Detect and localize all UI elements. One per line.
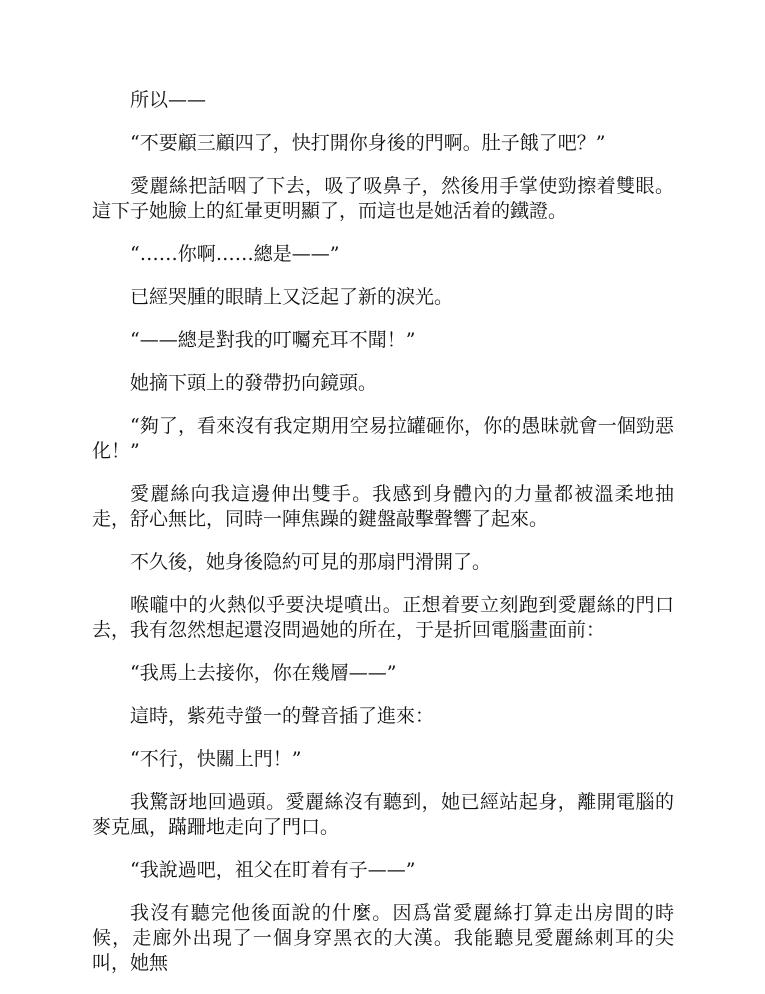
paragraph: “——總是對我的叮囑充耳不聞！” bbox=[130, 329, 416, 351]
paragraph: 所以—— bbox=[130, 89, 207, 111]
paragraph: 已經哭腫的眼睛上又泛起了新的淚光。 bbox=[130, 286, 454, 308]
paragraph: 我驚訝地回過頭。愛麗絲沒有聽到，她已經站起身，離開電腦的麥克風，蹣跚地走向了門口。 bbox=[92, 791, 674, 838]
paragraph: 愛麗絲把話咽了下去，吸了吸鼻子，然後用手掌使勁擦着雙眼。這下子她臉上的紅暈更明顯了，而這也是她活着的鐵證。 bbox=[92, 175, 674, 222]
paragraph: 她摘下頭上的發帶扔向鏡頭。 bbox=[130, 372, 378, 394]
paragraph: 喉嚨中的火熱似乎要決堤噴出。正想着要立刻跑到愛麗絲的門口去，我有忽然想起還沒問過她的所在，于是折回電腦畫面前： bbox=[92, 594, 674, 641]
paragraph: “夠了，看來沒有我定期用空易拉罐砸你，你的愚昧就會一個勁惡化！” bbox=[92, 415, 674, 462]
paragraph: 我沒有聽完他後面說的什麼。因爲當愛麗絲打算走出房間的時候，走廊外出現了一個身穿黑衣的大漢。我能聽見愛麗絲刺耳的尖叫，她無 bbox=[92, 902, 674, 974]
paragraph: 愛麗絲向我這邊伸出雙手。我感到身體內的力量都被溫柔地抽走，舒心無比，同時一陣焦躁的鍵盤敲擊聲響了起來。 bbox=[92, 483, 674, 530]
paragraph: 不久後，她身後隐約可見的那扇門滑開了。 bbox=[130, 551, 492, 573]
paragraph: 這時，紫苑寺螢一的聲音插了進來： bbox=[130, 705, 435, 727]
paragraph: “我說過吧，祖父在盯着有子——” bbox=[130, 859, 416, 881]
paragraph: “我馬上去接你，你在幾層——” bbox=[130, 662, 397, 684]
document-body bbox=[92, 88, 674, 994]
paragraph: “……你啊……總是——” bbox=[130, 243, 340, 265]
paragraph: “不行，快關上門！” bbox=[130, 748, 302, 770]
paragraph: “不要顧三顧四了，快打開你身後的門啊。肚子餓了吧？” bbox=[130, 132, 606, 154]
